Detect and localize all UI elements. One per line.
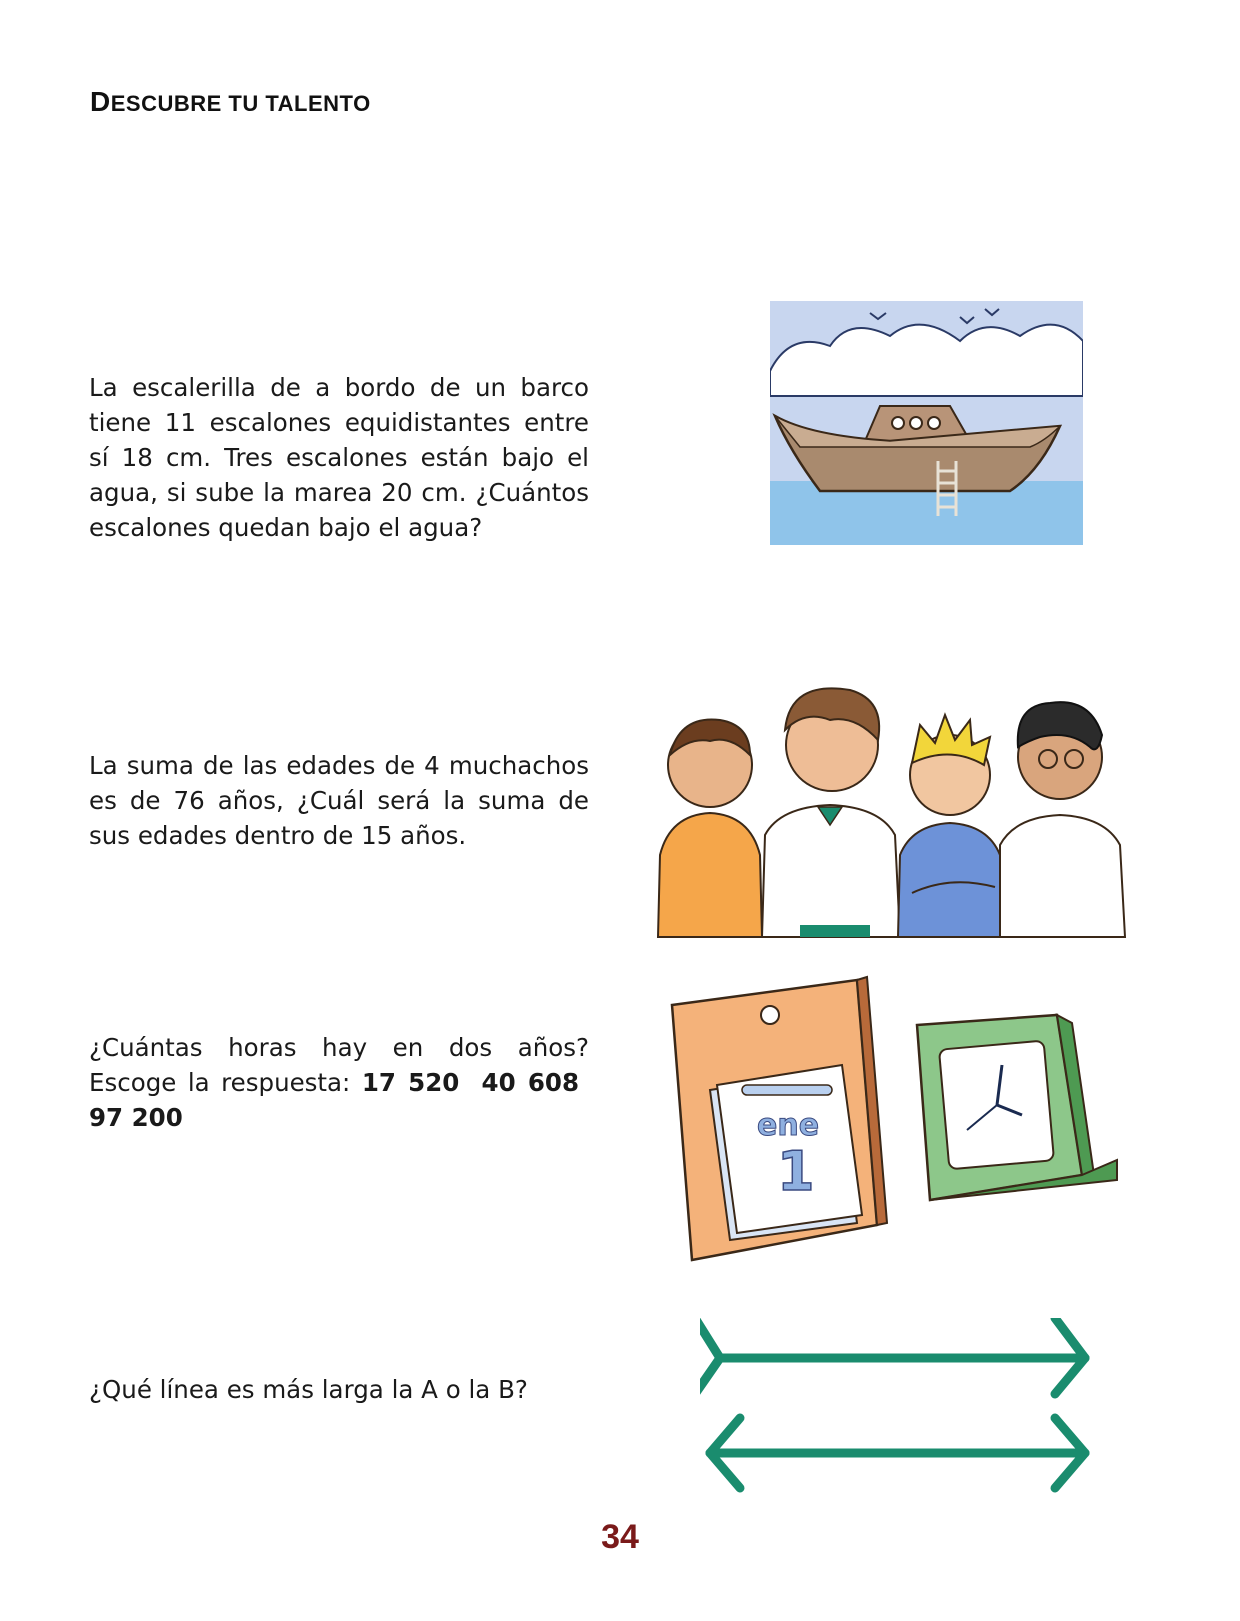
answer-option-2: 40 608 xyxy=(481,1068,580,1097)
answer-option-1: 17 520 xyxy=(361,1068,460,1097)
problem-hours-question: ¿Cuántas horas hay en dos años? Escoge la respuesta: xyxy=(89,1033,589,1097)
line-b xyxy=(710,1418,1085,1488)
page-number: 34 xyxy=(601,1518,639,1556)
lines-illustration xyxy=(700,1318,1110,1498)
boys-illustration xyxy=(650,675,1140,940)
page-title: DESCUBRE TU TALENTO xyxy=(90,86,371,117)
problem-ages-text: La suma de las edades de 4 muchachos es de 76 años, ¿Cuál será la suma de sus edades dentro de 15 años. xyxy=(89,751,589,850)
calendar-clock-illustration xyxy=(662,975,1132,1285)
boat-illustration xyxy=(770,301,1083,545)
problem-boat-text: La escalerilla de a bordo de un barco tiene 11 escalones equidistantes entre sí 18 cm. Tres escalones están bajo el agua, si sube la marea 20 cm. ¿Cuántos escalones quedan bajo el agua? xyxy=(89,373,589,542)
line-a xyxy=(700,1318,1085,1394)
problem-lines-text: ¿Qué línea es más larga la A o la B? xyxy=(89,1375,528,1404)
calendar-month: ene xyxy=(757,1108,820,1143)
answer-option-3: 97 200 xyxy=(89,1103,183,1132)
problem-hours-text xyxy=(89,1030,589,1135)
calendar-day: 1 xyxy=(777,1140,815,1203)
